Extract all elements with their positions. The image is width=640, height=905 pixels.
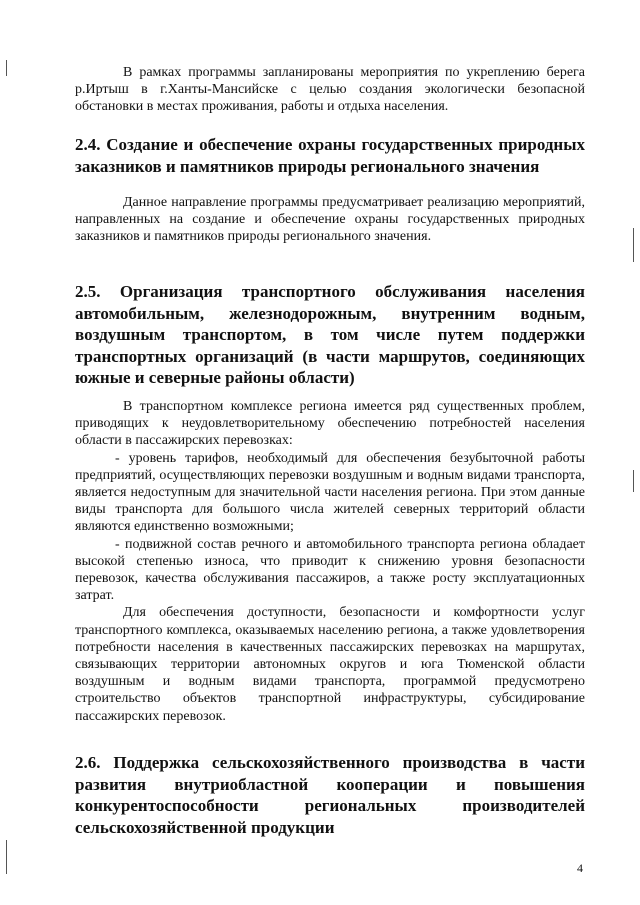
section-2-6 — [75, 752, 585, 838]
scan-edge-mark — [633, 228, 634, 262]
scan-edge-mark — [6, 60, 7, 76]
section-2-5 — [75, 281, 585, 389]
section-2-4-body — [75, 194, 585, 246]
intro-block — [75, 64, 585, 116]
section-2-6-heading: 2.6. Поддержка сельскохозяйственного производства в части развития внутриобластной кооперации и повышения конкурентоспособности региональных производителей сельскохозяйственной продукции — [75, 753, 585, 837]
section-2-5-bullet-2: - подвижной состав речного и автомобильного транспорта региона обладает высокой степенью износа, что приводит к снижению уровня безопасности перевозок, качества обслуживания пассажиров, а также росту эксплуатационных затрат. — [75, 536, 585, 604]
section-2-4-heading: 2.4. Создание и обеспечение охраны государственных природных заказников и памятников природы регионального значения — [75, 135, 585, 176]
section-2-5-bullet-1: - уровень тарифов, необходимый для обеспечения безубыточной работы предприятий, осуществляющих перевозки воздушным и водным видами транспорта, является недоступным для значительной части населения региона. При этом данные виды транспорта для большого числа жителей северных территорий области являются единственно возможными; — [75, 450, 585, 535]
intro-paragraph: В рамках программы запланированы мероприятия по укреплению берега р.Иртыш в г.Ханты-Мансийске с целью создания экологически безопасной обстановки в местах проживания, работы и отдыха населения. — [75, 65, 585, 115]
scan-edge-mark — [6, 840, 7, 874]
section-2-4 — [75, 134, 585, 178]
section-2-5-paragraph-1: В транспортном комплексе региона имеется ряд существенных проблем, приводящих к неудовлетворительному обеспечению потребностей населения области в пассажирских перевозках: — [75, 399, 585, 449]
scan-edge-mark — [633, 470, 634, 492]
section-2-4-paragraph: Данное направление программы предусматривает реализацию мероприятий, направленных на создание и обеспечение охраны государственных природных заказников и памятников природы регионального значения. — [75, 195, 585, 245]
section-2-5-heading: 2.5. Организация транспортного обслуживания населения автомобильным, железнодорожным, внутренним водным, воздушным транспортом, в том числе путем поддержки транспортных организаций (в части маршрутов, соединяющих южные и северные районы области) — [75, 282, 585, 387]
section-2-5-body — [75, 398, 585, 725]
section-2-5-paragraph-2: Для обеспечения доступности, безопасности и комфортности услуг транспортного комплекса, оказываемых населению региона, а также удовлетворения потребности населения в качественных пассажирских перевозках на маршрутах, связывающих территории автономных округов и юга Тюменской области воздушным и водным видами транспорта, программой предусмотрено строительство объектов транспортной инфраструктуры, субсидирование пассажирских перевозок. — [75, 605, 585, 724]
page-number: 4 — [577, 861, 583, 875]
